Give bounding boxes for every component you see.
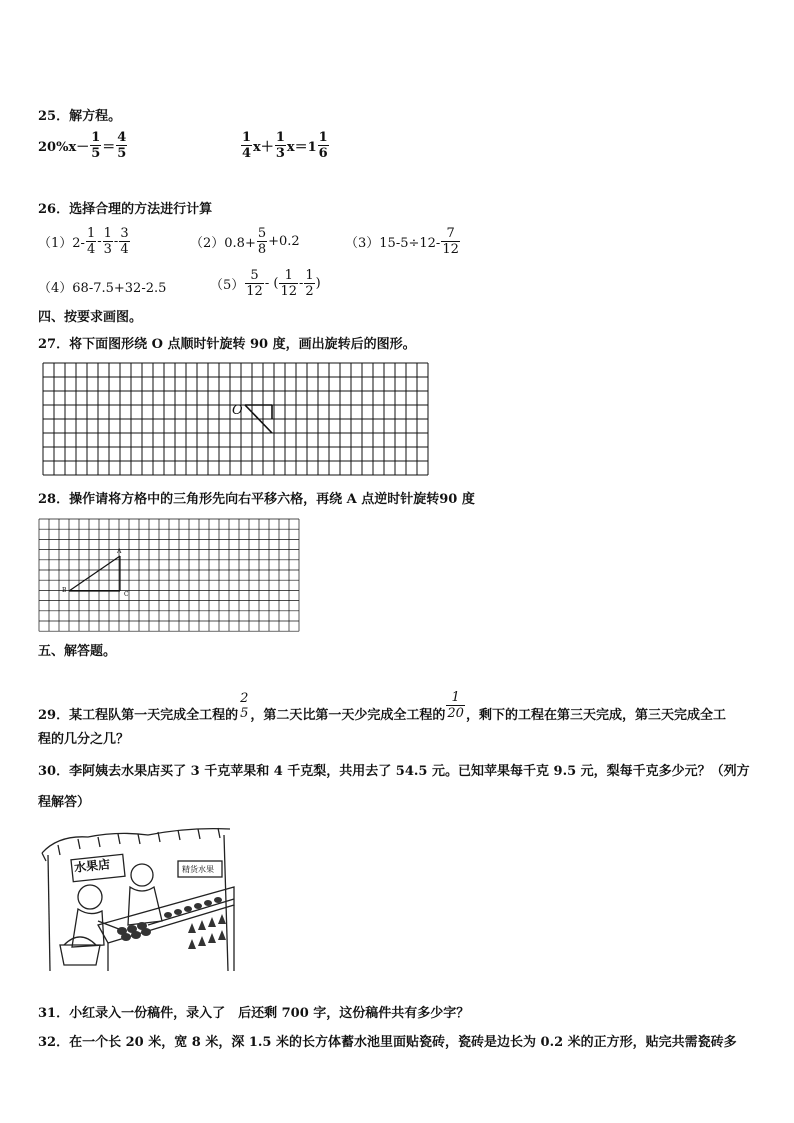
q28-triangle-ab — [69, 556, 120, 591]
q25-title: 25．解方程。 — [38, 109, 122, 124]
section-5-heading: 五、解答题。 — [38, 644, 117, 659]
q28-label-c: C — [124, 591, 129, 598]
q28-title: 28．操作请将方格中的三角形先向右平移六格，再绕 A 点逆时针旋转90 度 — [38, 492, 475, 507]
q27-title: 27．将下面图形绕 O 点顺时针旋转 90 度，画出旋转后的图形。 — [38, 337, 416, 352]
q26-problem-1: （1）2- $\frac{1}{4}$ - $\frac{1}{3}$ - $\frac{3}{4}$ — [38, 226, 129, 257]
q26-problem-4: （4）68-7.5+32-2.5 — [38, 281, 167, 296]
q28-label-b: B — [62, 587, 67, 594]
q25-equation-1: 20%x－ $\frac{1}{5}$ ＝ $\frac{4}{5}$ — [38, 130, 127, 161]
q30-line-2: 程解答） — [38, 795, 91, 810]
q26-problem-5: （5） $\frac{5}{12}$ - ( $\frac{1}{12}$ - $\frac{1}{2}$ ) — [210, 268, 321, 299]
section-4-heading: 四、按要求画图。 — [38, 310, 143, 325]
q30-line-1: 30．李阿姨去水果店买了 3 千克苹果和 4 千克梨，共用去了 54.5 元。已知苹果每千克 9.5 元，梨每千克多少元？（列方 — [38, 764, 750, 779]
q29-line-2: 程的几分之几？ — [38, 732, 130, 747]
q29-line-1: 29．某工程队第一天完成全工程的 2 5 ，第二天比第一天少完成全工程的 $\frac{1}{20}$ ，剩下的工程在第三天完成，第三天完成全工 — [38, 690, 726, 723]
fruit-shop-illustration — [38, 825, 236, 973]
q28-grid — [38, 518, 300, 632]
shop-sign: 水果店 — [73, 857, 111, 875]
q27-grid — [42, 362, 434, 477]
q27-point-o-label: O — [232, 403, 243, 418]
q26-title: 26．选择合理的方法进行计算 — [38, 202, 213, 217]
q32-text: 32．在一个长 20 米，宽 8 米，深 1.5 米的长方体蓄水池里面贴瓷砖，瓷砖是边长为 0.2 米的正方形，贴完共需瓷砖多 — [38, 1035, 737, 1050]
q25-equation-2: $\frac{1}{4}$ x＋ $\frac{1}{3}$ x＝1 $\frac{1}{6}$ — [242, 130, 328, 161]
q26-problem-3: （3）15-5÷12- $\frac{7}{12}$ — [345, 226, 459, 257]
q31-text: 31．小红录入一份稿件，录入了 后还剩 700 字，这份稿件共有多少字？ — [38, 1006, 470, 1021]
fruit-sign: 精货水果 — [182, 865, 214, 874]
q26-problem-2: （2）0.8+ $\frac{5}{8}$ +0.2 — [190, 226, 300, 257]
q28-label-a: A — [117, 548, 122, 555]
